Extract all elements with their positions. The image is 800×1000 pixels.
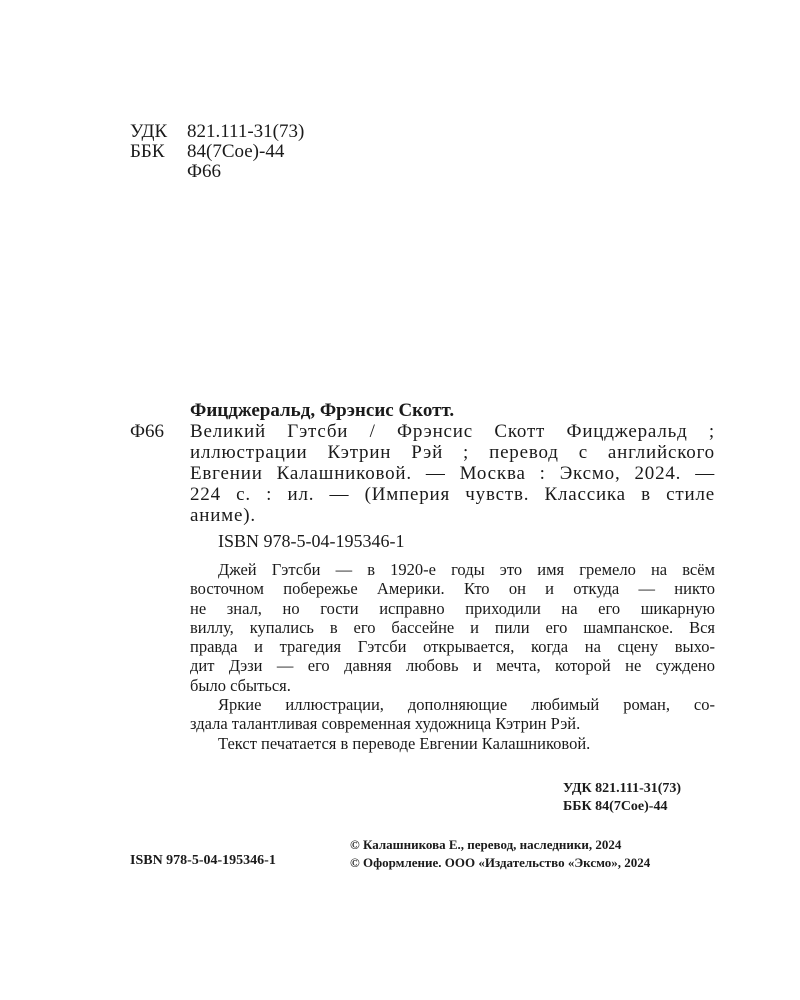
author-code-top: Ф66 <box>187 161 222 182</box>
annotation-line: не знал, но гости исправно приходили на его шикарную <box>190 598 715 618</box>
author-code: Ф66 <box>130 421 165 442</box>
annotation-line: Текст печатается в переводе Евгении Калашниковой. <box>218 733 591 753</box>
bibliographic-description <box>190 421 715 526</box>
annotation-line: здала талантливая современная художница Кэтрин Рэй. <box>190 714 581 734</box>
isbn: ISBN 978-5-04-195346-1 <box>218 531 405 551</box>
annotation-line: было сбыться. <box>190 675 291 695</box>
footer-isbn: ISBN 978-5-04-195346-1 <box>130 853 276 868</box>
annotation-line: правда и трагедия Гэтсби открывается, когда на сцену выхо- <box>190 637 715 657</box>
description-line: Евгении Калашниковой. — Москва : Эксмо, 2024. — <box>190 463 715 484</box>
annotation-line: дит Дэзи — его давняя любовь и мечта, которой не суждено <box>190 656 715 676</box>
annotation-line: восточном побережье Америки. Кто он и откуда — никто <box>190 579 715 599</box>
copyright-translation: © Калашникова Е., перевод, наследники, 2024 <box>350 837 622 852</box>
bbk-bottom: ББК 84(7Сое)-44 <box>563 799 668 814</box>
udk-bottom: УДК 821.111-31(73) <box>563 781 682 796</box>
description-line: иллюстрации Кэтрин Рэй ; перевод с английского <box>190 442 715 463</box>
udk-label: УДК <box>130 121 168 142</box>
bbk-label: ББК <box>130 141 165 162</box>
description-line: аниме). <box>190 505 256 526</box>
copyright-design: © Оформление. ООО «Издательство «Эксмо», 2024 <box>350 855 651 870</box>
annotation <box>190 560 715 753</box>
description-line: 224 с. : ил. — (Империя чувств. Классика в стиле <box>190 484 715 505</box>
author-heading: Фицджеральд, Фрэнсис Скотт. <box>190 400 455 421</box>
bbk-value: 84(7Сое)-44 <box>187 141 285 162</box>
annotation-line: виллу, купались в его бассейне и пили его шампанское. Вся <box>190 617 715 637</box>
annotation-line: Яркие иллюстрации, дополняющие любимый роман, со- <box>218 695 715 715</box>
udk-value: 821.111-31(73) <box>187 121 305 142</box>
annotation-line: Джей Гэтсби — в 1920-е годы это имя гремело на всём <box>218 560 715 579</box>
description-line: Великий Гэтсби / Фрэнсис Скотт Фицджеральд ; <box>190 421 715 442</box>
